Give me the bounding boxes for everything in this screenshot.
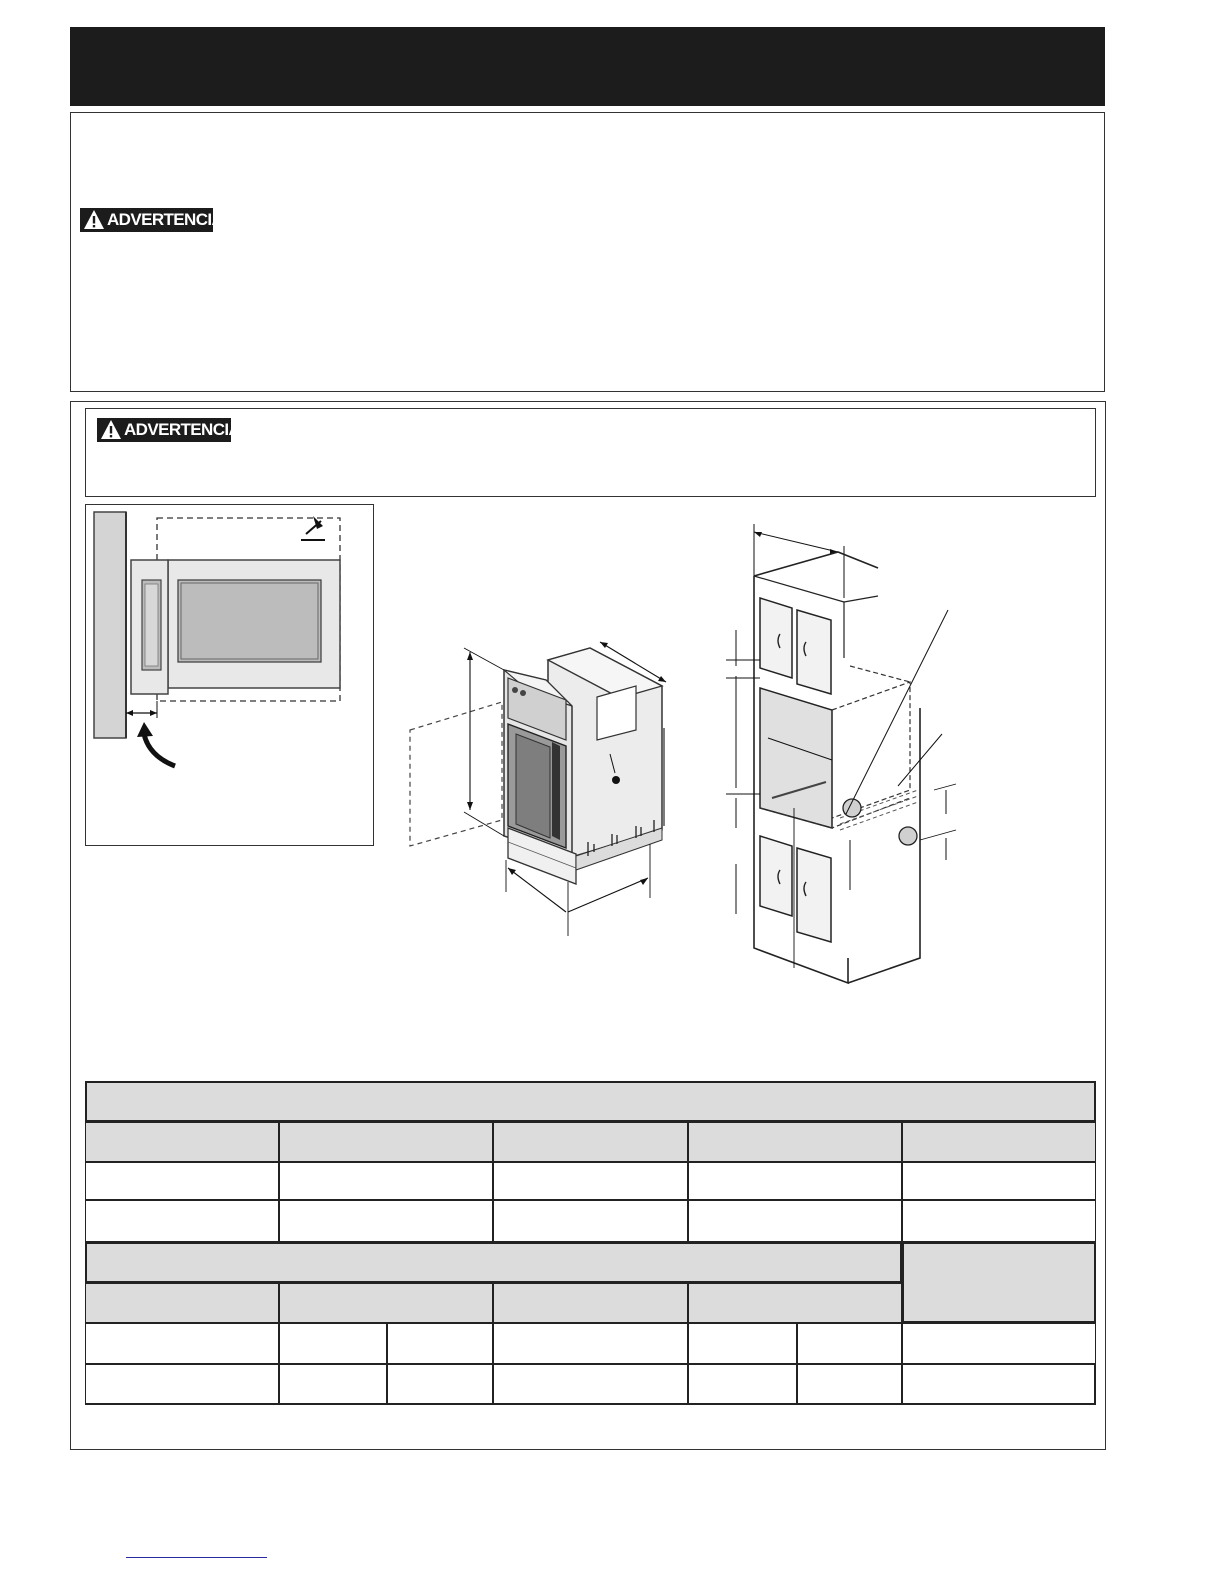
table-header-cell [493,1122,688,1162]
table-header-cell [85,1122,279,1162]
table-cell [493,1200,688,1242]
table-header-cell [902,1122,1096,1162]
table-header-cell [493,1283,688,1323]
table-cell [902,1200,1096,1242]
table-title-row [85,1081,1096,1122]
cabinet-cutout-diagram [720,518,970,988]
table-cell [279,1323,387,1364]
table-cell [279,1364,387,1405]
table-header-cell [85,1283,279,1323]
oven-dimensions-diagram [400,630,690,940]
warning-icon [100,419,122,441]
table-cell [279,1200,493,1242]
table-side-header [902,1242,1096,1323]
table-cell [387,1323,493,1364]
table-header-cell [279,1283,493,1323]
warning-label: ADVERTENCIA [124,420,241,439]
table-header-cell [279,1122,493,1162]
table-cell [797,1364,902,1405]
installation-notes-box [70,112,1105,392]
table-cell [493,1323,688,1364]
table-section-row [85,1242,902,1283]
table-cell [279,1162,493,1200]
door-clearance-diagram [85,504,374,846]
table-cell [493,1162,688,1200]
warning-badge-2 [97,418,241,442]
table-header-cell [688,1283,902,1323]
table-cell [85,1200,279,1242]
table-header-cell [688,1122,902,1162]
page-header-bar [70,27,1105,106]
table-cell [493,1364,688,1405]
table-cell [688,1364,797,1405]
table-cell [797,1323,902,1364]
table-cell [688,1323,797,1364]
table-cell [902,1162,1096,1200]
warning-label: ADVERTENCIA [107,210,224,229]
footer-link-underline [126,1557,267,1558]
table-cell [688,1200,902,1242]
table-cell [387,1364,493,1405]
table-cell [902,1364,1096,1405]
table-cell [688,1162,902,1200]
table-cell [902,1323,1096,1364]
table-cell [85,1364,279,1405]
warning-badge-1 [80,208,224,232]
warning-icon [83,209,105,231]
table-cell [85,1323,279,1364]
table-cell [85,1162,279,1200]
